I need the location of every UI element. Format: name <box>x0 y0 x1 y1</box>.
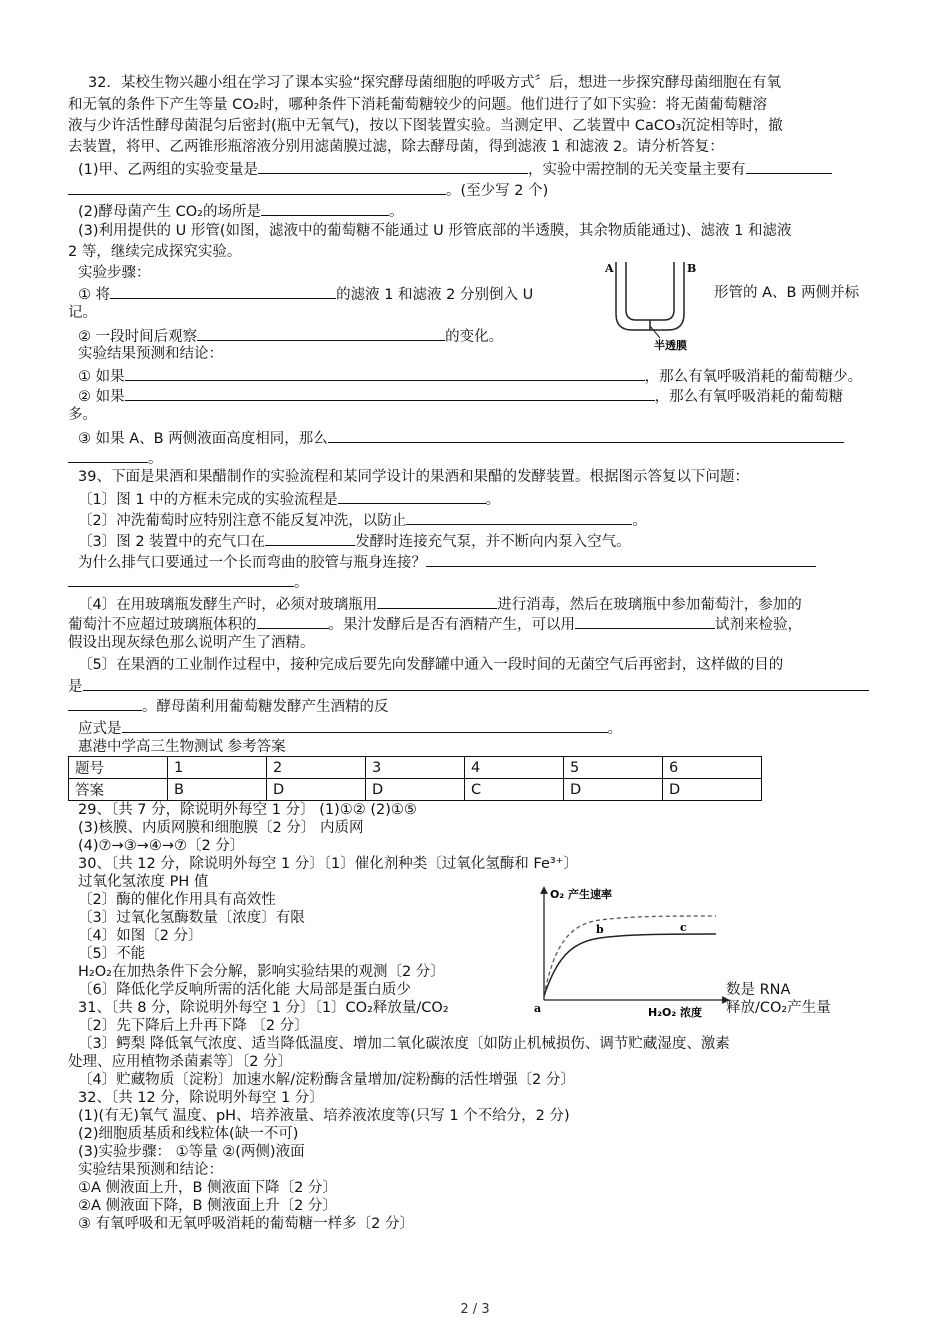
answer-30-2: 过氧化氢浓度 PH 值 <box>78 874 209 890</box>
q32-steps-title: 实验步骤： <box>78 265 151 281</box>
u-tube-label-a: A <box>605 262 614 275</box>
table-cell: D <box>366 779 465 801</box>
dashed-curve <box>544 916 716 996</box>
q39-sub5-cont2: 。酵母菌利用葡萄糖发酵产生酒精的反 <box>68 696 389 716</box>
blank <box>125 386 655 401</box>
answer-32-4: (3)实验步骤： ①等量 ②(两侧)液面 <box>78 1144 305 1160</box>
table-cell: D <box>267 779 366 801</box>
q32-result2-cont: 多。 <box>68 407 97 423</box>
page-number: 2 / 3 <box>460 1302 490 1317</box>
blank <box>125 366 645 381</box>
q39-line-1: 39、下面是果酒和果醋制作的实验流程和某同学设计的果酒和果醋的发酵装置。根据图示答复以下问题： <box>78 469 749 485</box>
membrane-pointer <box>650 326 660 338</box>
answer-31-1: 31、〔共 8 分，除说明外每空 1 分〕〔1〕CO₂释放量/CO₂ <box>78 1000 449 1016</box>
answer-30-7: H₂O₂在加热条件下会分解，影响实验结果的观测〔2 分〕 <box>78 964 445 980</box>
answer-30-1: 30、〔共 12 分，除说明外每空 1 分〕〔1〕催化剂种类〔过氧化氢酶和 Fe³⁺〕 <box>78 856 578 872</box>
blank <box>746 159 832 174</box>
blank <box>338 489 486 504</box>
blank <box>68 696 142 711</box>
q39-sub4-cont: 葡萄汁不应超过玻璃瓶体积的 。果汁发酵后是否有酒精产生，可以用 试剂来检验， <box>68 614 802 634</box>
q32-sub3: (3)利用提供的 U 形管(如图，滤液中的葡萄糖不能通过 U 形管底部的半透膜，其余物质能通过)、滤液 1 和滤液 <box>78 223 792 239</box>
q32-result3: ③ 如果 A、B 两侧液面高度相同，那么 <box>78 428 844 448</box>
u-tube-label-b: B <box>687 262 697 275</box>
membrane-label: 半透膜 <box>654 339 687 352</box>
table-cell: 6 <box>663 757 762 779</box>
q32-line-4: 去装置，将甲、乙两锥形瓶溶液分别用滤菌膜过滤，除去酵母菌，得到滤液 1 和滤液 2。请分析答复： <box>68 139 724 155</box>
answer-title: 惠港中学高三生物测试 参考答案 <box>78 739 286 755</box>
table-cell: 5 <box>564 757 663 779</box>
q39-sub3-cont: 。 <box>68 572 309 592</box>
answer-31-2: 〔2〕先下降后上升再下降 〔2 分〕 <box>78 1018 309 1034</box>
y-axis-label: O₂ 产生速率 <box>550 888 612 901</box>
blank <box>377 594 497 609</box>
answer-30-4: 〔3〕过氧化氢酶数量〔浓度〕有限 <box>78 910 305 926</box>
blank <box>426 552 816 567</box>
u-tube-diagram <box>596 258 716 354</box>
table-cell: 3 <box>366 757 465 779</box>
answer-30-3: 〔2〕酶的催化作用具有高效性 <box>78 892 276 908</box>
q39-sub4-cont2: 假设出现灰绿色那么说明产生了酒精。 <box>68 635 315 651</box>
answer-31-4: 处理、应用植物杀菌素等〕〔2 分〕 <box>68 1054 293 1070</box>
q39-sub5-formula: 应式是 。 <box>78 718 622 738</box>
answer-32-3: (2)细胞质基质和线粒体(缺一不可) <box>78 1126 299 1142</box>
q32-line-1: 32．某校生物兴趣小组在学习了课本实验“探究酵母菌细胞的呼吸方式〞后，想进一步探究酵母菌细胞在有氧 <box>88 75 781 91</box>
answer-32-6: ①A 侧液面上升，B 侧液面下降〔2 分〕 <box>78 1180 337 1196</box>
q32-sub1: (1)甲、乙两组的实验变量是 ，实验中需控制的无关变量主要有 <box>78 159 832 179</box>
q39-sub2: 〔2〕冲洗葡萄时应特别注意不能反复冲洗，以防止 。 <box>78 510 647 530</box>
blank <box>261 201 389 216</box>
origin-label: a <box>534 1002 542 1015</box>
blank <box>68 448 148 463</box>
blank <box>406 510 632 525</box>
table-cell: 答案 <box>69 779 168 801</box>
table-cell: D <box>663 779 762 801</box>
answer-30-8-tail: 数是 RNA <box>726 982 791 998</box>
answer-31-1-tail: 释放/CO₂产生量 <box>726 1000 831 1016</box>
answer-30-8: 〔6〕降低化学反响所需的活化能 大局部是蛋白质少 <box>78 982 411 998</box>
table-cell: B <box>168 779 267 801</box>
table-cell: 题号 <box>69 757 168 779</box>
blank <box>257 614 329 629</box>
table-cell: C <box>465 779 564 801</box>
q32-result2: ② 如果 ，那么有氧呼吸消耗的葡萄糖 <box>78 386 843 406</box>
answer-table <box>68 756 762 801</box>
answer-32-5: 实验结果预测和结论： <box>78 1162 223 1178</box>
q39-sub3: 〔3〕图 2 装置中的充气口在 发酵时连接充气泵，并不断向内泵入空气。 <box>78 531 631 551</box>
q32-result3-cont: 。 <box>68 448 163 468</box>
answer-32-1: 32、〔共 12 分，除说明外每空 1 分〕 <box>78 1090 324 1106</box>
answer-30-6: 〔5〕不能 <box>78 946 146 962</box>
table-cell: 4 <box>465 757 564 779</box>
u-tube-inner <box>626 262 674 320</box>
blank <box>265 531 355 546</box>
label-c: c <box>680 921 687 934</box>
table-row <box>69 779 762 801</box>
answer-31-5: 〔4〕贮藏物质〔淀粉〕加速水解/淀粉酶含量增加/淀粉酶的活性增强〔2 分〕 <box>78 1072 575 1088</box>
table-cell: D <box>564 779 663 801</box>
q32-line-2: 和无氧的条件下产生等量 CO₂时，哪种条件下消耗葡萄糖较少的问题。他们进行了如下实验：将无菌葡萄糖溶 <box>68 97 767 113</box>
curve-b <box>544 934 716 996</box>
q32-sub1-cont: 。(至少写 2 个) <box>68 180 548 200</box>
q32-line-3: 液与少许活性酵母菌混匀后密封(瓶中无氧气)，按以下图装置实验。当测定甲、乙装置中 CaCO₃沉淀相等时，撤 <box>68 118 783 134</box>
answer-29-1: 29、〔共 7 分，除说明外每空 1 分〕 (1)①② (2)①⑤ <box>78 802 417 818</box>
label-b: b <box>596 923 604 936</box>
blank <box>122 718 608 733</box>
answer-29-2: (3)核膜、内质网膜和细胞膜〔2 分〕 内质网 <box>78 820 364 836</box>
answer-32-8: ③ 有氧呼吸和无氧呼吸消耗的葡萄糖一样多〔2 分〕 <box>78 1216 414 1232</box>
blank <box>575 614 715 629</box>
q39-sub5: 〔5〕在果酒的工业制作过程中，接种完成后要先向发酵罐中通入一段时间的无菌空气后再密封，这样做的目的 <box>78 657 784 673</box>
blank <box>68 180 446 195</box>
q32-results-title: 实验结果预测和结论： <box>78 346 223 362</box>
blank <box>258 159 528 174</box>
o2-rate-graph <box>530 884 730 1022</box>
q39-sub5-cont: 是 <box>68 676 869 696</box>
q32-result1: ① 如果 ，那么有氧呼吸消耗的葡萄糖少。 <box>78 366 862 386</box>
table-row <box>69 757 762 779</box>
answer-31-3: 〔3〕鳄梨 降低氧气浓度、适当降低温度、增加二氧化碳浓度〔如防止机械损伤、调节贮藏湿度、激素 <box>78 1036 730 1052</box>
blank <box>328 428 844 443</box>
x-axis-label: H₂O₂ 浓度 <box>648 1006 703 1019</box>
table-cell: 2 <box>267 757 366 779</box>
q32-step1: ① 将 的滤液 1 和滤液 2 分别倒入 U <box>78 284 533 304</box>
q39-sub4: 〔4〕在用玻璃瓶发酵生产时，必须对玻璃瓶用 进行消毒，然后在玻璃瓶中参加葡萄汁，参加的 <box>78 594 802 614</box>
q32-step2: ② 一段时间后观察 的变化。 <box>78 326 503 346</box>
q39-sub3-question: 为什么排气口要通过一个长而弯曲的胶管与瓶身连接？ <box>78 552 816 572</box>
q32-step1-tail: 形管的 A、B 两侧并标 <box>714 285 860 301</box>
q32-sub3-cont: 2 等，继续完成探究实验。 <box>68 244 242 260</box>
blank <box>110 284 336 299</box>
answer-32-7: ②A 侧液面下降，B 侧液面上升〔2 分〕 <box>78 1198 337 1214</box>
q39-sub1: 〔1〕图 1 中的方框未完成的实验流程是 。 <box>78 489 500 509</box>
table-cell: 1 <box>168 757 267 779</box>
q32-step1-cont: 记。 <box>68 305 97 321</box>
blank <box>68 572 294 587</box>
answer-29-3: (4)⑦→③→④→⑦〔2 分〕 <box>78 838 245 854</box>
blank <box>83 676 869 691</box>
answer-30-5: 〔4〕如图〔2 分〕 <box>78 928 203 944</box>
blank <box>197 326 445 341</box>
q32-sub2: (2)酵母菌产生 CO₂的场所是 。 <box>78 201 404 221</box>
answer-32-2: (1)(有无)氧气 温度、pH、培养液量、培养液浓度等(只写 1 个不给分，2 分) <box>78 1108 570 1124</box>
